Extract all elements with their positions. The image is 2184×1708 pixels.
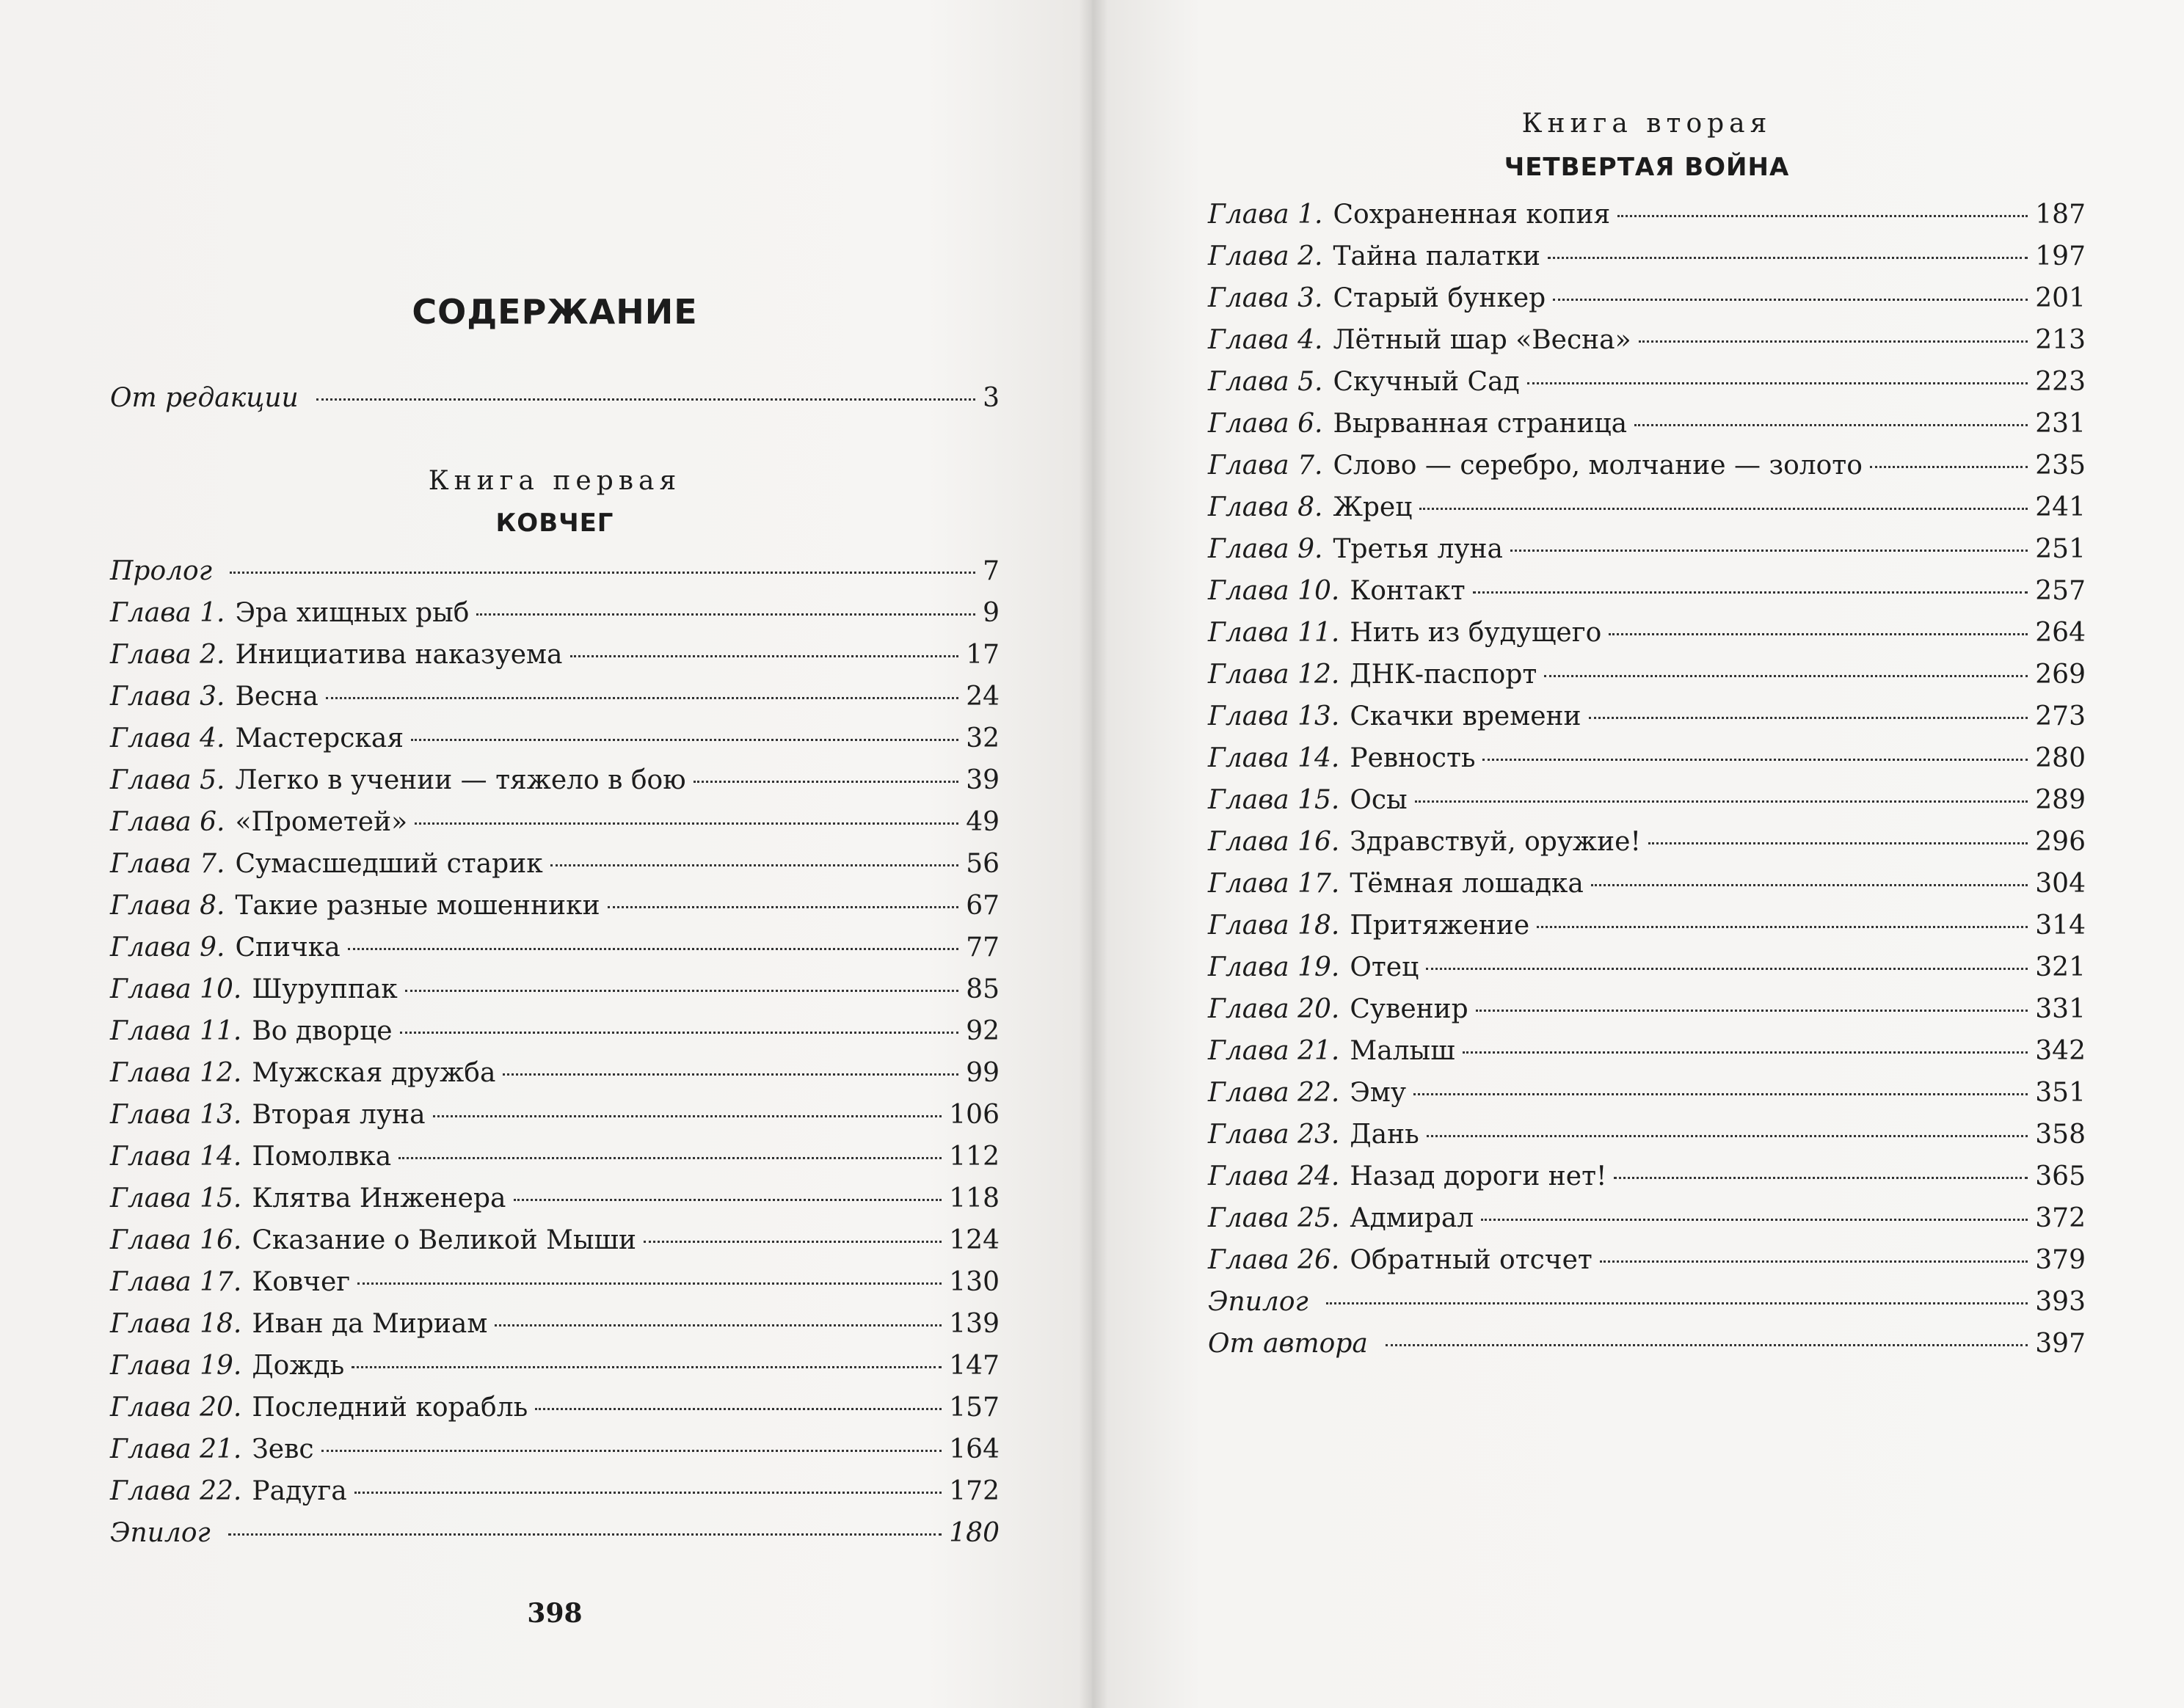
toc-entry-page: 358 <box>2035 1120 2086 1150</box>
toc-entry <box>110 682 1000 723</box>
toc-dot-leader <box>1614 1177 2028 1179</box>
toc-entry-page: 197 <box>2035 241 2086 271</box>
toc-entry <box>110 640 1000 682</box>
toc-dot-leader <box>1476 1010 2028 1012</box>
toc-entry-chapter: Глава 6. <box>110 807 225 837</box>
book-one-label: Книга первая <box>428 466 682 496</box>
toc-entry <box>110 1183 1000 1225</box>
toc-entry <box>1208 241 2086 283</box>
toc-entry-chapter: Глава 5. <box>1208 367 1323 397</box>
toc-entry-title: Зевс <box>252 1434 314 1464</box>
toc-dot-leader <box>1419 508 2028 510</box>
toc-entry-title: Помолвка <box>252 1142 392 1172</box>
toc-entry-chapter: Глава 7. <box>1208 450 1323 481</box>
toc-entry <box>110 849 1000 891</box>
toc-entry-chapter: Глава 16. <box>110 1225 242 1255</box>
toc-entry-chapter: Глава 3. <box>1208 283 1323 313</box>
toc-entry-title: Вторая луна <box>252 1100 426 1130</box>
book-one-toc-list <box>110 556 1000 1560</box>
toc-entry-page: 39 <box>966 765 1000 795</box>
toc-dot-leader <box>570 655 959 657</box>
right-page <box>1092 0 2184 1708</box>
toc-entry <box>110 1142 1000 1183</box>
toc-entry-title: Инициатива наказуема <box>235 640 563 670</box>
toc-entry-page: 99 <box>966 1058 1000 1088</box>
toc-entry <box>1208 1245 2086 1287</box>
toc-entry-chapter: Глава 7. <box>110 849 225 879</box>
toc-entry-page: 397 <box>2035 1329 2086 1359</box>
toc-entry-page: 56 <box>966 849 1000 879</box>
toc-dot-leader <box>1326 1302 2028 1304</box>
toc-dot-leader <box>514 1199 942 1201</box>
toc-dot-leader <box>433 1115 942 1117</box>
toc-entry <box>1208 618 2086 660</box>
toc-entry-page: 85 <box>966 974 1000 1004</box>
toc-entry-page: 269 <box>2035 660 2086 690</box>
toc-entry <box>1208 409 2086 450</box>
toc-entry-title: Скучный Сад <box>1333 367 1520 397</box>
toc-entry-chapter: Глава 6. <box>1208 409 1323 439</box>
toc-entry <box>1208 1161 2086 1203</box>
toc-dot-leader <box>357 1282 942 1285</box>
toc-entry-title: Осы <box>1350 785 1408 815</box>
toc-entry <box>1208 660 2086 701</box>
toc-entry <box>110 933 1000 974</box>
toc-entry-chapter: Глава 4. <box>110 723 225 753</box>
toc-entry-chapter: Глава 18. <box>110 1309 242 1339</box>
toc-entry-title: Нить из будущего <box>1350 618 1602 648</box>
toc-dot-leader <box>1639 340 2028 343</box>
toc-entry-page: 92 <box>966 1016 1000 1046</box>
toc-entry-chapter: Глава 15. <box>1208 785 1340 815</box>
toc-dot-leader <box>1415 800 2028 803</box>
toc-dot-leader <box>398 1157 942 1159</box>
toc-entry-chapter: Глава 10. <box>110 974 242 1004</box>
toc-dot-leader <box>230 572 975 574</box>
toc-entry-page: 251 <box>2035 534 2086 564</box>
toc-entry-page: 172 <box>949 1476 1000 1506</box>
toc-entry <box>110 1351 1000 1393</box>
toc-entry-chapter: От автора <box>1208 1329 1368 1359</box>
toc-entry-page: 32 <box>966 723 1000 753</box>
toc-entry-title: Контакт <box>1350 576 1466 606</box>
toc-entry-page: 24 <box>966 682 1000 712</box>
toc-entry-chapter: Глава 12. <box>1208 660 1340 690</box>
toc-entry-page: 130 <box>949 1267 1000 1297</box>
toc-entry-chapter: Глава 11. <box>1208 618 1340 648</box>
toc-entry-page: 321 <box>2035 952 2086 982</box>
toc-entry-title: Слово — серебро, молчание — золото <box>1333 450 1863 481</box>
toc-entry-page: 296 <box>2035 827 2086 857</box>
toc-dot-leader <box>1634 424 2028 426</box>
toc-entry-title: «Прометей» <box>235 807 408 837</box>
toc-entry <box>1208 200 2086 241</box>
toc-entry-chapter: Глава 13. <box>1208 701 1340 731</box>
toc-dot-leader <box>405 990 958 992</box>
toc-entry <box>1208 827 2086 869</box>
toc-entry-title: Жрец <box>1333 492 1413 522</box>
toc-entry-page: 304 <box>2035 869 2086 899</box>
toc-entry <box>1208 952 2086 994</box>
toc-entry-chapter: Эпилог <box>1208 1287 1308 1317</box>
toc-entry-title: Здравствуй, оружие! <box>1350 827 1641 857</box>
toc-entry-chapter: Глава 2. <box>1208 241 1323 271</box>
toc-entry-page: 231 <box>2035 409 2086 439</box>
toc-entry-chapter: Глава 11. <box>110 1016 242 1046</box>
toc-entry <box>110 1476 1000 1518</box>
book-gutter <box>1079 0 1108 1708</box>
toc-dot-leader <box>1600 1260 2028 1263</box>
toc-entry <box>110 1267 1000 1309</box>
toc-entry-chapter: Глава 9. <box>1208 534 1323 564</box>
toc-entry-title: Лётный шар «Весна» <box>1333 325 1631 355</box>
toc-entry <box>110 974 1000 1016</box>
toc-entry-title: Малыш <box>1350 1036 1455 1066</box>
toc-dot-leader <box>1544 675 2028 677</box>
toc-entry-page: 3 <box>983 383 1000 413</box>
toc-entry-title: Притяжение <box>1350 910 1530 941</box>
toc-dot-leader <box>354 1492 942 1494</box>
toc-entry <box>110 807 1000 849</box>
toc-entry-title: Весна <box>235 682 318 712</box>
toc-entry-page: 393 <box>2035 1287 2086 1317</box>
toc-entry <box>1208 1120 2086 1161</box>
toc-dot-leader <box>1463 1051 2028 1054</box>
toc-entry-page: 164 <box>949 1434 1000 1464</box>
toc-entry-page: 213 <box>2035 325 2086 355</box>
toc-entry-chapter: Глава 5. <box>110 765 225 795</box>
book-two-label: Книга вторая <box>1521 109 1772 139</box>
toc-entry-page: 201 <box>2035 283 2086 313</box>
toc-dot-leader <box>352 1366 942 1368</box>
toc-entry <box>110 723 1000 765</box>
toc-entry-page: 180 <box>949 1518 1000 1548</box>
toc-entry <box>1208 1287 2086 1329</box>
toc-dot-leader <box>1537 926 2028 928</box>
toc-entry <box>1208 450 2086 492</box>
toc-entry <box>110 1309 1000 1351</box>
toc-entry-page: 118 <box>949 1183 1000 1214</box>
toc-entry <box>1208 743 2086 785</box>
toc-entry-title: Радуга <box>252 1476 347 1506</box>
toc-entry <box>110 765 1000 807</box>
toc-entry-chapter: Глава 24. <box>1208 1161 1340 1191</box>
front-matter-list <box>110 383 1000 425</box>
toc-entry-title: Адмирал <box>1350 1203 1474 1233</box>
toc-entry-chapter: Глава 8. <box>1208 492 1323 522</box>
toc-entry-title: Такие разные мошенники <box>235 891 600 921</box>
toc-entry-chapter: Глава 15. <box>110 1183 242 1214</box>
toc-entry-title: Мужская дружба <box>252 1058 496 1088</box>
toc-entry-page: 77 <box>966 933 1000 963</box>
toc-entry-chapter: Глава 14. <box>110 1142 242 1172</box>
toc-entry-chapter: Глава 19. <box>110 1351 242 1381</box>
toc-entry-title: Третья луна <box>1333 534 1503 564</box>
book-two-name: ЧЕТВЕРТАЯ ВОЙНА <box>1504 153 1790 182</box>
toc-dot-leader <box>400 1032 959 1034</box>
toc-dot-leader <box>1609 633 2028 635</box>
toc-entry-chapter: Глава 17. <box>110 1267 242 1297</box>
toc-entry-title: Эму <box>1350 1078 1407 1108</box>
toc-entry-chapter: Глава 13. <box>110 1100 242 1130</box>
toc-dot-leader <box>1413 1093 2028 1095</box>
toc-entry-chapter: Глава 22. <box>110 1476 242 1506</box>
toc-entry-title: Во дворце <box>252 1016 393 1046</box>
toc-entry-title: Сохраненная копия <box>1333 200 1611 230</box>
toc-dot-leader <box>535 1408 942 1410</box>
toc-entry-chapter: Глава 3. <box>110 682 225 712</box>
toc-entry-title: Назад дороги нет! <box>1350 1161 1607 1191</box>
toc-entry-title: Отец <box>1350 952 1419 982</box>
toc-entry-page: 342 <box>2035 1036 2086 1066</box>
toc-entry-title: Дань <box>1350 1120 1419 1150</box>
toc-dot-leader <box>1870 466 2028 468</box>
toc-entry-chapter: Глава 23. <box>1208 1120 1340 1150</box>
toc-entry-chapter: Глава 22. <box>1208 1078 1340 1108</box>
toc-entry-page: 289 <box>2035 785 2086 815</box>
toc-dot-leader <box>495 1324 942 1326</box>
toc-entry-page: 314 <box>2035 910 2086 941</box>
toc-dot-leader <box>316 398 975 401</box>
toc-entry <box>110 891 1000 933</box>
toc-dot-leader <box>228 1533 942 1536</box>
toc-entry <box>110 1058 1000 1100</box>
toc-entry-chapter: Глава 21. <box>1208 1036 1340 1066</box>
toc-dot-leader <box>348 948 958 950</box>
toc-dot-leader <box>1548 257 2028 259</box>
toc-entry-page: 147 <box>949 1351 1000 1381</box>
toc-dot-leader <box>1617 215 2028 217</box>
toc-entry <box>1208 534 2086 576</box>
toc-entry-title: Сказание о Великой Мыши <box>252 1225 637 1255</box>
toc-entry <box>110 1016 1000 1058</box>
toc-entry-page: 124 <box>949 1225 1000 1255</box>
toc-entry-title: Шуруппак <box>252 974 398 1004</box>
toc-entry-title: Клятва Инженера <box>252 1183 506 1214</box>
toc-entry-chapter: Глава 20. <box>1208 994 1340 1024</box>
toc-entry-chapter: Глава 1. <box>110 598 225 628</box>
toc-entry <box>110 1434 1000 1476</box>
toc-entry-chapter: Глава 1. <box>1208 200 1323 230</box>
toc-entry <box>1208 1203 2086 1245</box>
toc-dot-leader <box>644 1241 942 1243</box>
toc-entry-chapter: Глава 21. <box>110 1434 242 1464</box>
page-number: 398 <box>527 1598 583 1629</box>
toc-dot-leader <box>1510 550 2028 552</box>
toc-dot-leader <box>1648 842 2028 844</box>
toc-entry-chapter: Глава 17. <box>1208 869 1340 899</box>
toc-entry <box>1208 325 2086 367</box>
toc-entry-chapter: Глава 2. <box>110 640 225 670</box>
toc-dot-leader <box>411 739 958 741</box>
toc-entry <box>1208 785 2086 827</box>
toc-entry-title: ДНК-паспорт <box>1350 660 1537 690</box>
toc-entry-title: Последний корабль <box>252 1393 528 1423</box>
toc-title: СОДЕРЖАНИЕ <box>412 292 698 332</box>
toc-entry-chapter: Эпилог <box>110 1518 211 1548</box>
toc-dot-leader <box>1481 1219 2028 1221</box>
toc-entry-page: 280 <box>2035 743 2086 773</box>
toc-entry-page: 372 <box>2035 1203 2086 1233</box>
toc-entry-page: 379 <box>2035 1245 2086 1275</box>
toc-entry <box>110 1393 1000 1434</box>
toc-entry-page: 235 <box>2035 450 2086 481</box>
toc-entry-page: 157 <box>949 1393 1000 1423</box>
toc-entry-page: 67 <box>966 891 1000 921</box>
toc-entry-chapter: Глава 10. <box>1208 576 1340 606</box>
toc-entry-title: Ревность <box>1350 743 1476 773</box>
toc-entry-page: 257 <box>2035 576 2086 606</box>
toc-entry <box>110 556 1000 598</box>
toc-dot-leader <box>1553 299 2028 301</box>
toc-entry-page: 112 <box>949 1142 1000 1172</box>
toc-entry-chapter: Глава 19. <box>1208 952 1340 982</box>
toc-entry <box>110 598 1000 640</box>
toc-entry <box>1208 994 2086 1036</box>
toc-dot-leader <box>1482 759 2028 761</box>
toc-entry <box>110 1518 1000 1560</box>
book-two-toc-list <box>1208 200 2086 1371</box>
toc-entry-title: Обратный отсчет <box>1350 1245 1592 1275</box>
toc-entry-chapter: Глава 16. <box>1208 827 1340 857</box>
toc-entry-page: 49 <box>966 807 1000 837</box>
toc-entry-title: Тайна палатки <box>1333 241 1541 271</box>
toc-dot-leader <box>415 822 958 825</box>
toc-entry-title: Иван да Мириам <box>252 1309 488 1339</box>
toc-entry-page: 241 <box>2035 492 2086 522</box>
toc-entry <box>110 383 1000 425</box>
toc-entry-title: Старый бункер <box>1333 283 1546 313</box>
toc-entry-page: 139 <box>949 1309 1000 1339</box>
toc-entry-chapter: Глава 9. <box>110 933 225 963</box>
toc-entry-chapter: Глава 25. <box>1208 1203 1340 1233</box>
toc-entry <box>1208 367 2086 409</box>
toc-entry-chapter: Глава 26. <box>1208 1245 1340 1275</box>
toc-entry-chapter: Глава 18. <box>1208 910 1340 941</box>
toc-entry-title: Вырванная страница <box>1333 409 1628 439</box>
toc-dot-leader <box>476 613 975 616</box>
toc-entry-chapter: Глава 12. <box>110 1058 242 1088</box>
toc-entry-chapter: Пролог <box>110 556 212 586</box>
toc-entry-page: 106 <box>949 1100 1000 1130</box>
toc-entry <box>110 1225 1000 1267</box>
toc-dot-leader <box>326 697 958 699</box>
toc-entry-title: Ковчег <box>252 1267 351 1297</box>
toc-dot-leader <box>608 906 959 908</box>
toc-entry-page: 365 <box>2035 1161 2086 1191</box>
toc-entry-page: 223 <box>2035 367 2086 397</box>
toc-entry-chapter: Глава 4. <box>1208 325 1323 355</box>
toc-dot-leader <box>550 864 958 866</box>
toc-entry-chapter: Глава 20. <box>110 1393 242 1423</box>
toc-entry-page: 331 <box>2035 994 2086 1024</box>
toc-entry <box>1208 1078 2086 1120</box>
toc-entry-page: 7 <box>983 556 1000 586</box>
toc-entry-title: Сумасшедший старик <box>235 849 543 879</box>
toc-entry-page: 187 <box>2035 200 2086 230</box>
toc-dot-leader <box>1427 1135 2028 1137</box>
toc-entry-title: Дождь <box>252 1351 345 1381</box>
toc-entry <box>1208 283 2086 325</box>
book-one-name: КОВЧЕГ <box>495 508 614 538</box>
toc-entry-page: 351 <box>2035 1078 2086 1108</box>
toc-dot-leader <box>1591 884 2028 886</box>
toc-entry <box>1208 1329 2086 1371</box>
toc-entry <box>1208 1036 2086 1078</box>
toc-dot-leader <box>1386 1344 2028 1346</box>
toc-entry-page: 17 <box>966 640 1000 670</box>
toc-dot-leader <box>503 1073 958 1076</box>
toc-entry <box>1208 576 2086 618</box>
toc-entry-page: 264 <box>2035 618 2086 648</box>
toc-entry-title: Тёмная лошадка <box>1350 869 1584 899</box>
toc-entry-title: Скачки времени <box>1350 701 1581 731</box>
toc-entry-chapter: Глава 14. <box>1208 743 1340 773</box>
toc-entry <box>1208 869 2086 910</box>
toc-entry-page: 9 <box>983 598 1000 628</box>
toc-dot-leader <box>1473 591 2028 594</box>
toc-entry-title: Эра хищных рыб <box>235 598 470 628</box>
toc-entry-title: Сувенир <box>1350 994 1468 1024</box>
toc-dot-leader <box>1589 717 2028 719</box>
toc-entry <box>1208 910 2086 952</box>
toc-entry <box>1208 701 2086 743</box>
toc-dot-leader <box>1527 382 2028 384</box>
toc-entry-chapter: Глава 8. <box>110 891 225 921</box>
toc-entry-title: Спичка <box>235 933 341 963</box>
toc-dot-leader <box>321 1450 942 1452</box>
toc-entry-title: Мастерская <box>235 723 404 753</box>
toc-dot-leader <box>1426 968 2028 970</box>
toc-entry <box>1208 492 2086 534</box>
toc-dot-leader <box>694 781 959 783</box>
toc-entry <box>110 1100 1000 1142</box>
toc-entry-title: Легко в учении — тяжело в бою <box>235 765 686 795</box>
toc-entry-page: 273 <box>2035 701 2086 731</box>
toc-entry-chapter: От редакции <box>110 383 299 413</box>
